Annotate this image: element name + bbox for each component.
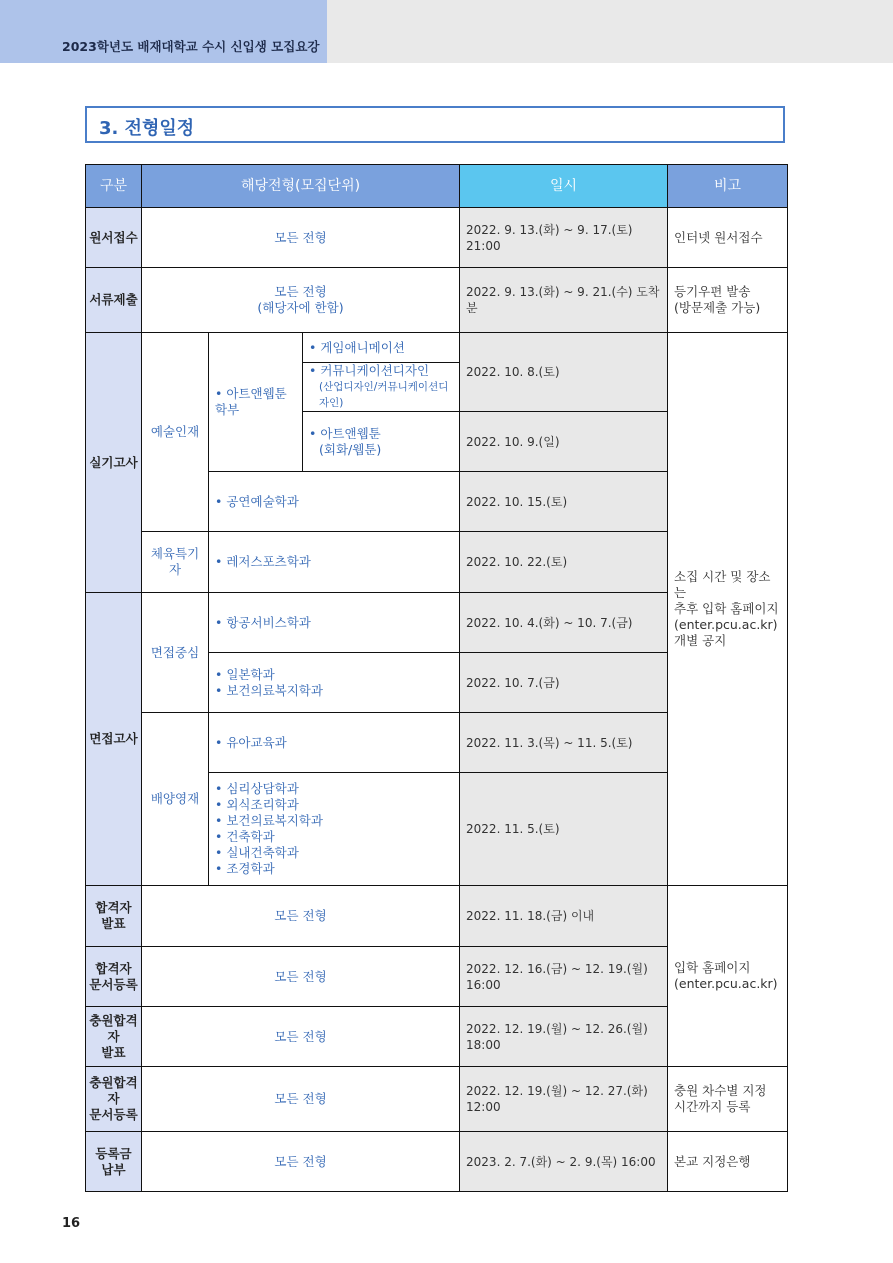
table-row [86, 1067, 788, 1132]
subcategory-cell: 배양영재 [142, 713, 209, 886]
target-cell [142, 268, 460, 333]
target-cell: 모든 전형 [142, 947, 460, 1007]
target-cell: 모든 전형 [142, 1132, 460, 1192]
subcategory-cell: 예술인재 [142, 333, 209, 532]
date-cell: 2022. 10. 15.(토) [460, 472, 668, 532]
table-header-row [86, 165, 788, 208]
date-cell: 2023. 2. 7.(화) ~ 2. 9.(목) 16:00 [460, 1132, 668, 1192]
category-line: 문서등록 [89, 1107, 138, 1122]
category-line: 발표 [101, 1044, 126, 1060]
date-cell: 2022. 12. 19.(월) ~ 12. 26.(월) 18:00 [460, 1007, 668, 1067]
category-cell [86, 1067, 142, 1132]
category-cell: 등록금 납부 [86, 1132, 142, 1192]
category-line: 문서등록 [89, 976, 138, 992]
department-cell: • 아트앤웹툰학부 [209, 333, 303, 472]
category-line: 충원합격자 [89, 1075, 138, 1106]
department-line: • 심리상담학과 [215, 781, 299, 796]
note-line: 입학 홈페이지 [674, 960, 751, 975]
department-cell [209, 653, 460, 713]
major-line: • 아트앤웹툰 [309, 425, 381, 441]
note-cell: 인터넷 원서접수 [668, 208, 788, 268]
table-row [86, 333, 788, 363]
department-line: • 보건의료복지학과 [215, 813, 323, 828]
department-line: • 외식조리학과 [215, 797, 299, 812]
schedule-table [85, 164, 788, 1192]
department-cell: • 레저스포츠학과 [209, 532, 460, 593]
date-cell: 2022. 11. 18.(금) 이내 [460, 886, 668, 947]
note-cell: 본교 지정은행 [668, 1132, 788, 1192]
category-cell [86, 1007, 142, 1067]
major-line: • 커뮤니케이션디자인 [309, 363, 430, 378]
department-cell: • 항공서비스학과 [209, 593, 460, 653]
note-cell [668, 268, 788, 333]
page-number: 16 [62, 1216, 81, 1231]
note-line: (방문제출 가능) [674, 300, 761, 315]
department-line: • 일본학과 [215, 666, 275, 682]
category-cell: 서류제출 [86, 268, 142, 333]
department-line: • 보건의료복지학과 [215, 682, 323, 698]
table-row [86, 208, 788, 268]
note-line: (enter.pcu.ac.kr) [674, 976, 778, 991]
homepage-note-cell [668, 886, 788, 1067]
table-row [86, 886, 788, 947]
date-cell: 2022. 10. 7.(금) [460, 653, 668, 713]
date-cell: 2022. 10. 9.(일) [460, 412, 668, 472]
department-line: • 조경학과 [215, 861, 275, 876]
department-cell [209, 773, 460, 886]
note-line: 추후 입학 홈페이지 [674, 601, 779, 616]
category-cell [86, 947, 142, 1007]
department-cell: • 유아교육과 [209, 713, 460, 773]
category-line: 충원합격자 [89, 1012, 138, 1044]
note-line: 시간까지 등록 [674, 1099, 751, 1114]
target-cell: 모든 전형 [142, 1007, 460, 1067]
table-row [86, 268, 788, 333]
target-line: 모든 전형 [274, 284, 327, 299]
note-line: 개별 공지 [674, 633, 727, 648]
target-cell: 모든 전형 [142, 1067, 460, 1132]
date-cell: 2022. 10. 4.(화) ~ 10. 7.(금) [460, 593, 668, 653]
date-cell: 2022. 12. 16.(금) ~ 12. 19.(월) 16:00 [460, 947, 668, 1007]
subcategory-cell: 면접중심 [142, 593, 209, 713]
header-category: 구분 [86, 165, 142, 208]
target-cell: 모든 전형 [142, 208, 460, 268]
date-cell: 2022. 12. 19.(월) ~ 12. 27.(화) 12:00 [460, 1067, 668, 1132]
note-line: 충원 차수별 지정 [674, 1083, 767, 1098]
department-cell: • 공연예술학과 [209, 472, 460, 532]
category-cell: 면접고사 [86, 593, 142, 886]
major-sub-line: (산업디자인/커뮤니케이션디자인) [319, 381, 449, 409]
major-line: (회화/웹툰) [319, 441, 382, 457]
category-line: 발표 [101, 916, 126, 931]
note-line: 등기우편 발송 [674, 284, 751, 299]
category-cell: 실기고사 [86, 333, 142, 593]
header-target: 해당전형(모집단위) [142, 165, 460, 208]
category-line: 합격자 [95, 900, 132, 915]
header-note: 비고 [668, 165, 788, 208]
date-cell: 2022. 9. 13.(화) ~ 9. 21.(수) 도착분 [460, 268, 668, 333]
department-line: • 실내건축학과 [215, 845, 299, 860]
note-line: (enter.pcu.ac.kr) [674, 617, 778, 632]
section-heading-box [85, 106, 785, 143]
major-cell [303, 412, 460, 472]
major-cell [303, 363, 460, 412]
major-cell: • 게임애니메이션 [303, 333, 460, 363]
target-line: (해당자에 한함) [257, 300, 344, 315]
note-cell [668, 1067, 788, 1132]
note-line: 소집 시간 및 장소는 [674, 569, 771, 600]
date-cell: 2022. 10. 8.(토) [460, 333, 668, 412]
date-cell: 2022. 11. 3.(목) ~ 11. 5.(토) [460, 713, 668, 773]
date-cell: 2022. 10. 22.(토) [460, 532, 668, 593]
target-cell: 모든 전형 [142, 886, 460, 947]
subcategory-cell: 체육특기자 [142, 532, 209, 593]
header-date: 일시 [460, 165, 668, 208]
department-line: • 건축학과 [215, 829, 275, 844]
exam-note-cell [668, 333, 788, 886]
header-band-gray [327, 0, 893, 63]
date-cell: 2022. 11. 5.(토) [460, 773, 668, 886]
table-row [86, 1132, 788, 1192]
document-title: 2023학년도 배재대학교 수시 신입생 모집요강 [62, 39, 320, 54]
section-title: 3. 전형일정 [99, 118, 195, 139]
category-cell: 원서접수 [86, 208, 142, 268]
category-cell [86, 886, 142, 947]
category-line: 합격자 [95, 960, 132, 976]
date-cell: 2022. 9. 13.(화) ~ 9. 17.(토) 21:00 [460, 208, 668, 268]
